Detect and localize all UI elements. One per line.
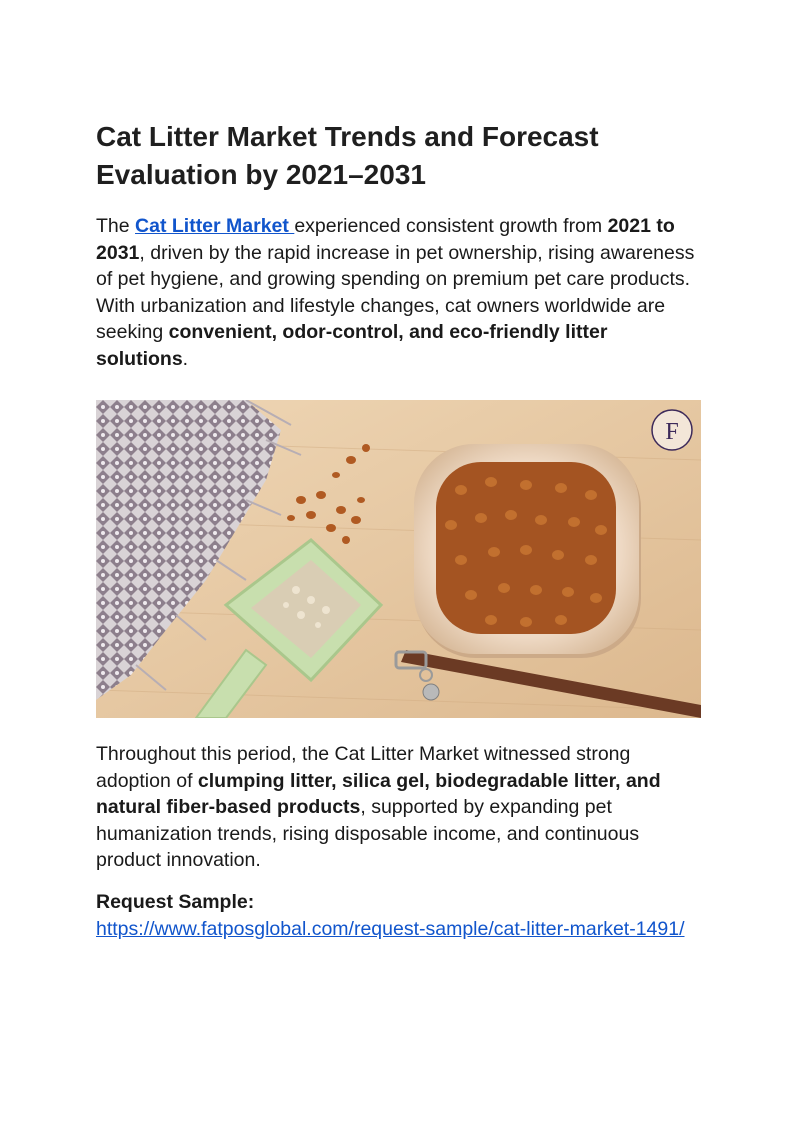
food-bowl [414,444,641,658]
intro-period: 2021 to 2031 [96,215,675,264]
intro-after-link: experienced consistent growth from [294,215,608,237]
cat-food-photo [96,400,701,718]
brand-logo [652,410,692,450]
intro-end: . [182,347,189,370]
request-label: Request Sample: [96,891,255,913]
logo-letter: F [665,419,679,445]
second-end: , supported by expanding pet humanization trends, rising disposable income, and continuous product innovation. [96,796,640,871]
request-sample-link[interactable]: https://www.fatposglobal.com/request-sample/cat-litter-market-1491/ [96,917,685,940]
page-title: Cat Litter Market Trends and Forecast Evaluation by 2021–2031 [96,121,599,190]
intro-prefix: The [96,215,136,237]
second-products: clumping litter, silica gel, biodegradable litter, and natural fiber-based products [96,769,661,818]
intro-middle: , driven by the rapid increase in pet ownership, rising awareness of pet hygiene, and growing spending on premium pet care products. With urbanization and lifestyle changes, cat owners worldwide are seeking [96,241,695,343]
second-start: Throughout this period, the Cat Litter Market witnessed strong adoption of [96,743,631,792]
photo-illustration [96,400,701,718]
intro-solutions: convenient, odor-control, and eco-friendly litter solutions [96,321,608,370]
intro-paragraph [96,213,701,372]
cat-litter-market-link[interactable]: Cat Litter Market [135,215,295,237]
request-sample [96,889,701,942]
second-paragraph [96,741,701,874]
